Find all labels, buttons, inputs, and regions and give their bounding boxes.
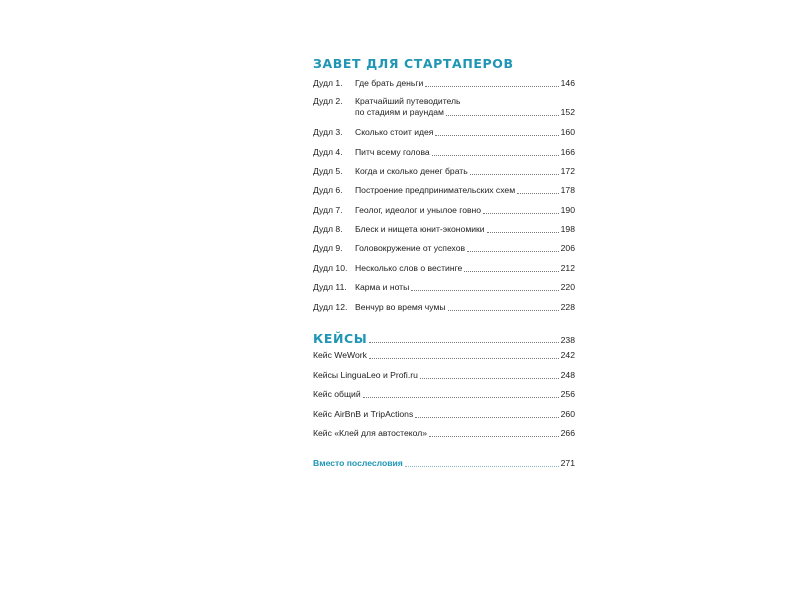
entry-title: Карма и ноты bbox=[355, 282, 410, 292]
dot-leader bbox=[464, 270, 558, 272]
entry-page: 220 bbox=[560, 282, 575, 292]
entry-title: Где брать деньги bbox=[355, 78, 424, 88]
entry-title: Кейс AirBnB и TripActions bbox=[313, 409, 414, 419]
entry-number: Дудл 3. bbox=[313, 127, 343, 137]
entry-number: Дудл 4. bbox=[313, 147, 343, 157]
toc-entry-doodle-11 bbox=[313, 282, 575, 293]
dot-leader bbox=[420, 377, 559, 379]
entry-number: Дудл 11. bbox=[313, 282, 347, 292]
toc-entry-doodle-4 bbox=[313, 147, 575, 158]
entry-number: Дудл 1. bbox=[313, 78, 343, 88]
entry-page: 166 bbox=[560, 147, 575, 157]
section-heading-cases-row bbox=[313, 330, 575, 346]
entry-number: Дудл 6. bbox=[313, 185, 343, 195]
dot-leader bbox=[432, 154, 559, 156]
entry-title: Питч всему голова bbox=[355, 147, 430, 157]
entry-page: 271 bbox=[560, 458, 575, 468]
entry-page: 256 bbox=[560, 389, 575, 399]
toc-entry-doodle-9 bbox=[313, 243, 575, 254]
entry-title-continued: по стадиям и раундам bbox=[355, 107, 444, 117]
entry-title: Геолог, идеолог и унылое говно bbox=[355, 205, 482, 215]
entry-page: 190 bbox=[560, 205, 575, 215]
entry-page: 152 bbox=[560, 107, 575, 117]
entry-title: Кейс WeWork bbox=[313, 350, 367, 360]
toc-entry-doodle-2 bbox=[313, 96, 575, 118]
entry-page: 198 bbox=[560, 224, 575, 234]
entry-number: Дудл 5. bbox=[313, 166, 343, 176]
entry-title: Вместо послесловия bbox=[313, 458, 403, 468]
entry-page: 248 bbox=[560, 370, 575, 380]
toc-entry-case-2 bbox=[313, 370, 575, 381]
dot-leader bbox=[448, 309, 559, 311]
toc-entry-doodle-1 bbox=[313, 78, 575, 89]
entry-number: Дудл 8. bbox=[313, 224, 343, 234]
toc-entry-afterword bbox=[313, 458, 575, 469]
toc-entry-case-1 bbox=[313, 350, 575, 361]
toc-entry-case-5 bbox=[313, 428, 575, 439]
entry-page: 178 bbox=[560, 185, 575, 195]
dot-leader bbox=[425, 85, 558, 87]
dot-leader bbox=[429, 435, 559, 437]
entry-page: 146 bbox=[560, 78, 575, 88]
entry-title: Построение предпринимательских схем bbox=[355, 185, 516, 195]
dot-leader bbox=[369, 357, 559, 359]
entry-page: 206 bbox=[560, 243, 575, 253]
entry-number: Дудл 10. bbox=[313, 263, 348, 273]
dot-leader bbox=[363, 396, 559, 398]
toc-entry-doodle-5 bbox=[313, 166, 575, 177]
dot-leader bbox=[446, 114, 559, 116]
dot-leader bbox=[483, 212, 559, 214]
section-heading-cases: КЕЙСЫ bbox=[313, 331, 368, 346]
entry-number: Дудл 7. bbox=[313, 205, 343, 215]
toc-entry-doodle-12 bbox=[313, 302, 575, 313]
entry-page: 260 bbox=[560, 409, 575, 419]
entry-page: 160 bbox=[560, 127, 575, 137]
toc-entry-doodle-10 bbox=[313, 263, 575, 274]
entry-title: Кейс общий bbox=[313, 389, 361, 399]
toc-entry-case-4 bbox=[313, 409, 575, 420]
dot-leader bbox=[470, 173, 559, 175]
entry-number: Дудл 2. bbox=[313, 96, 343, 106]
entry-page: 238 bbox=[560, 335, 575, 345]
entry-page: 242 bbox=[560, 350, 575, 360]
dot-leader bbox=[405, 465, 559, 467]
toc-entry-doodle-3 bbox=[313, 127, 575, 138]
dot-leader bbox=[435, 134, 558, 136]
entry-title: Кейсы LinguaLeo и Profi.ru bbox=[313, 370, 418, 380]
toc-entry-doodle-6 bbox=[313, 185, 575, 196]
entry-title: Головокружение от успехов bbox=[355, 243, 466, 253]
entry-number: Дудл 9. bbox=[313, 243, 343, 253]
section-heading-startup: ЗАВЕТ ДЛЯ СТАРТАПЕРОВ bbox=[313, 56, 514, 71]
entry-number: Дудл 12. bbox=[313, 302, 348, 312]
entry-title: Сколько стоит идея bbox=[355, 127, 434, 137]
toc-entry-case-3 bbox=[313, 389, 575, 400]
dot-leader bbox=[517, 192, 559, 194]
entry-page: 266 bbox=[560, 428, 575, 438]
entry-page: 228 bbox=[560, 302, 575, 312]
entry-title: Когда и сколько денег брать bbox=[355, 166, 468, 176]
dot-leader bbox=[369, 341, 558, 343]
entry-page: 172 bbox=[560, 166, 575, 176]
toc-entry-doodle-7 bbox=[313, 205, 575, 216]
entry-title: Блеск и нищета юнит-экономики bbox=[355, 224, 485, 234]
entry-title: Венчур во время чумы bbox=[355, 302, 446, 312]
dot-leader bbox=[467, 250, 559, 252]
toc-entry-doodle-8 bbox=[313, 224, 575, 235]
entry-title: Кратчайший путеводитель bbox=[355, 96, 461, 106]
entry-page: 212 bbox=[560, 263, 575, 273]
dot-leader bbox=[411, 289, 558, 291]
entry-title: Кейс «Клей для автостекол» bbox=[313, 428, 428, 438]
dot-leader bbox=[415, 416, 558, 418]
dot-leader bbox=[487, 231, 559, 233]
entry-title: Несколько слов о вестинге bbox=[355, 263, 463, 273]
